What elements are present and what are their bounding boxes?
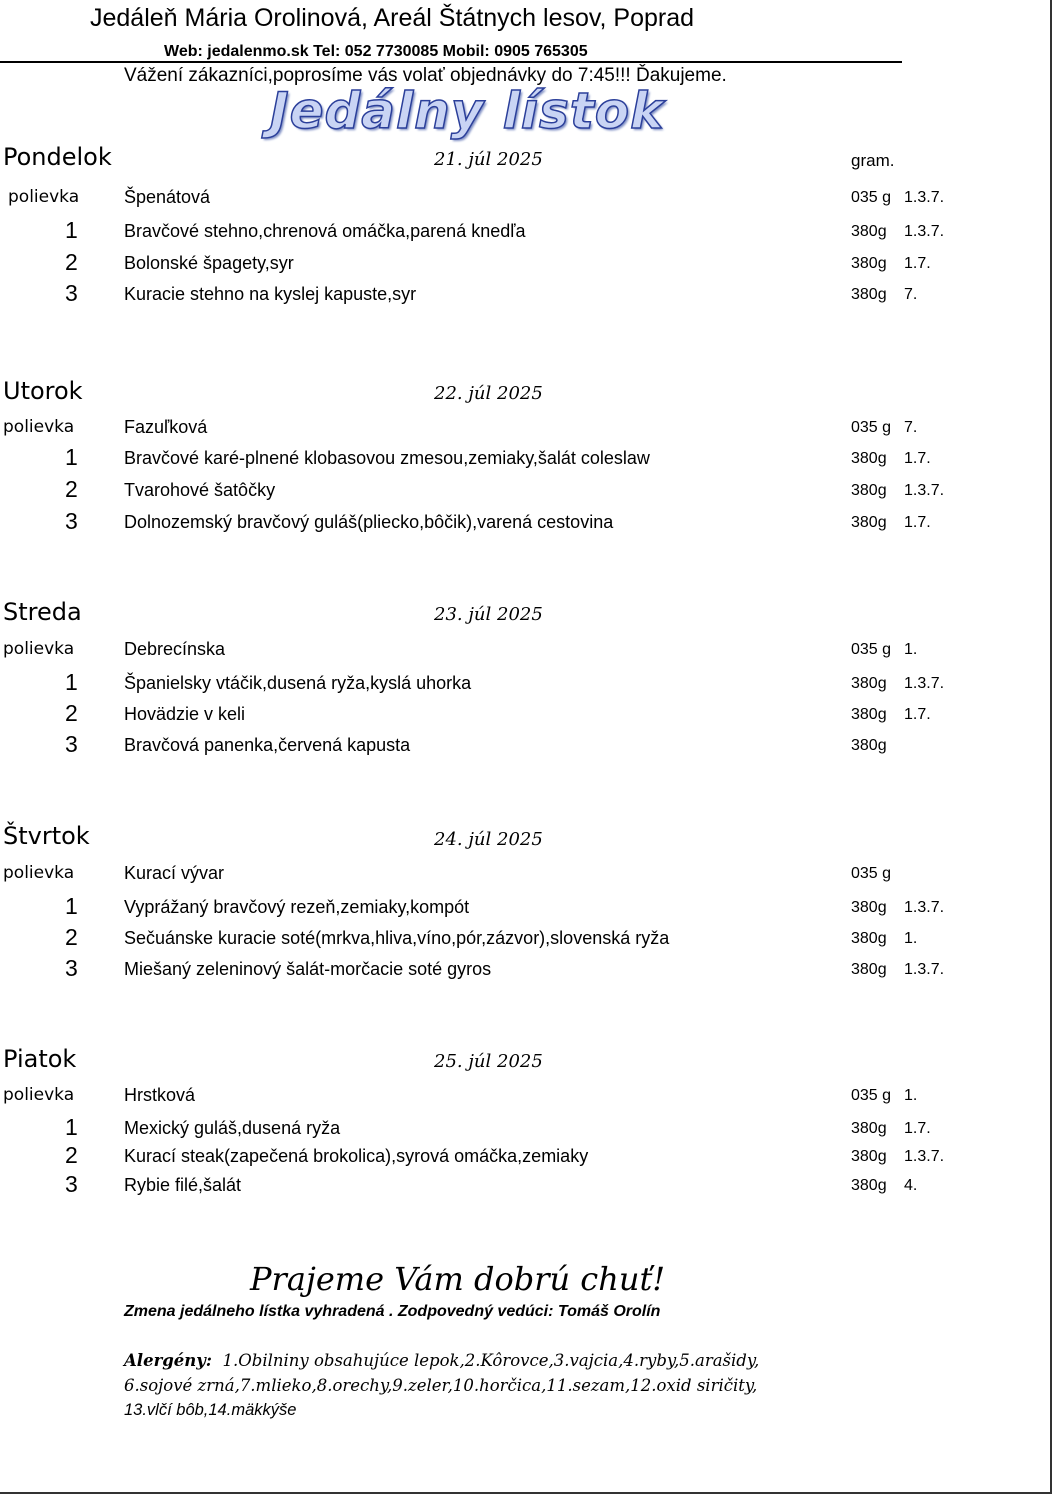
soup-allergens: 1. <box>904 1087 918 1104</box>
dish-gram: 380g <box>851 961 887 978</box>
dish-number: 1 <box>65 669 78 695</box>
allergens-legend <box>124 1348 759 1423</box>
soup-name: Fazuľková <box>124 417 208 437</box>
dish-number: 3 <box>65 731 78 757</box>
dish-number: 1 <box>65 217 78 243</box>
dish-number: 3 <box>65 508 78 534</box>
dish-number: 3 <box>65 1171 78 1197</box>
dish-gram: 380g <box>851 1120 887 1137</box>
dish-allergens: 4. <box>904 1177 918 1194</box>
soup-name: Špenátová <box>124 187 211 207</box>
soup-label: polievka <box>3 639 75 659</box>
allergens-text-1: 1.Obilniny obsahujúce lepok,2.Kôrovce,3.vajcia,4.ryby,5.arašidy, <box>222 1351 760 1370</box>
day-name: Streda <box>3 598 82 626</box>
dish-name: Dolnozemský bravčový guláš(pliecko,bôčik),varená cestovina <box>124 512 614 532</box>
dish-allergens: 1.3.7. <box>904 1148 945 1165</box>
order-notice: Vážení zákazníci,poprosíme vás volať objednávky do 7:45!!! Ďakujeme. <box>124 65 727 86</box>
soup-gram: 035 g <box>851 1087 892 1104</box>
dish-allergens: 1.7. <box>904 450 931 467</box>
dish-gram: 380g <box>851 450 887 467</box>
soup-gram: 035 g <box>851 865 892 882</box>
dish-name: Vyprážaný bravčový rezeň,zemiaky,kompót <box>124 897 470 917</box>
dish-name: Mexický guláš,dusená ryža <box>124 1118 341 1138</box>
day-name: Piatok <box>3 1045 77 1073</box>
soup-name: Hrstková <box>124 1085 196 1105</box>
gram-column-header: gram. <box>851 151 895 170</box>
dish-gram: 380g <box>851 930 887 947</box>
dish-gram: 380g <box>851 899 887 916</box>
dish-name: Miešaný zeleninový šalát-morčacie soté gyros <box>124 959 492 979</box>
dish-name: Bravčová panenka,červená kapusta <box>124 735 411 755</box>
dish-number: 3 <box>65 280 78 306</box>
dish-name: Bravčové stehno,chrenová omáčka,parená knedľa <box>124 221 526 241</box>
dish-allergens: 1. <box>904 930 918 947</box>
contact-info: Web: jedalenmo.sk Tel: 052 7730085 Mobil: 0905 765305 <box>164 43 588 60</box>
day-date: 23. júl 2025 <box>434 604 543 625</box>
dish-allergens: 1.7. <box>904 706 931 723</box>
allergens-line-1 <box>124 1348 759 1373</box>
soup-allergens: 7. <box>904 419 918 436</box>
dish-gram: 380g <box>851 514 887 531</box>
soup-gram: 035 g <box>851 419 892 436</box>
day-name: Štvrtok <box>3 822 90 850</box>
dish-name: Bravčové karé-plnené klobasovou zmesou,zemiaky,šalát coleslaw <box>124 448 650 468</box>
soup-allergens: 1. <box>904 641 918 658</box>
dish-number: 3 <box>65 955 78 981</box>
dish-number: 2 <box>65 1142 78 1168</box>
dish-allergens: 7. <box>904 286 918 303</box>
dish-name: Španielsky vtáčik,dusená ryža,kyslá uhorka <box>124 673 472 693</box>
dish-name: Bolonské špagety,syr <box>124 253 294 273</box>
dish-allergens: 1.3.7. <box>904 961 945 978</box>
dish-gram: 380g <box>851 706 887 723</box>
dish-allergens: 1.3.7. <box>904 899 945 916</box>
allergens-line-3: 13.vlčí bôb,14.mäkkýše <box>124 1401 297 1419</box>
dish-allergens: 1.3.7. <box>904 482 945 499</box>
soup-label: polievka <box>3 863 75 883</box>
dish-number: 1 <box>65 1114 78 1140</box>
allergens-line-2: 6.sojové zrná,7.mlieko,8.orechy,9.zeler,10.horčica,11.sezam,12.oxid siričity, <box>124 1376 758 1395</box>
dish-gram: 380g <box>851 223 887 240</box>
dish-allergens: 1.7. <box>904 514 931 531</box>
dish-gram: 380g <box>851 482 887 499</box>
allergens-label: Alergény: <box>124 1351 212 1370</box>
dish-allergens: 1.3.7. <box>904 223 945 240</box>
dish-allergens: 1.7. <box>904 255 931 272</box>
dish-number: 1 <box>65 444 78 470</box>
dish-name: Hovädzie v keli <box>124 704 246 724</box>
responsibility-note: Zmena jedálneho lístka vyhradená . Zodpovedný vedúci: Tomáš Orolín <box>124 1303 661 1320</box>
soup-gram: 035 g <box>851 641 892 658</box>
soup-label: polievka <box>3 1085 75 1105</box>
menu-title: Jedálny lístok <box>270 82 665 140</box>
header-divider <box>0 61 902 63</box>
dish-number: 2 <box>65 924 78 950</box>
day-name: Pondelok <box>3 143 112 171</box>
day-date: 24. júl 2025 <box>434 829 543 850</box>
dish-gram: 380g <box>851 286 887 303</box>
dish-name: Rybie filé,šalát <box>124 1175 242 1195</box>
soup-label: polievka <box>8 187 80 207</box>
dish-name: Kurací steak(zapečená brokolica),syrová omáčka,zemiaky <box>124 1146 589 1166</box>
dish-number: 1 <box>65 893 78 919</box>
dish-name: Sečuánske kuracie soté(mrkva,hliva,víno,pór,zázvor),slovenská ryža <box>124 928 670 948</box>
dish-gram: 380g <box>851 1177 887 1194</box>
day-date: 22. júl 2025 <box>434 383 543 404</box>
dish-allergens: 1.3.7. <box>904 675 945 692</box>
dish-number: 2 <box>65 249 78 275</box>
soup-gram: 035 g <box>851 189 892 206</box>
day-date: 25. júl 2025 <box>434 1051 543 1072</box>
bon-appetit-message: Prajeme Vám dobrú chuť! <box>250 1260 666 1298</box>
soup-label: polievka <box>3 417 75 437</box>
dish-allergens: 1.7. <box>904 1120 931 1137</box>
day-name: Utorok <box>3 377 83 405</box>
dish-gram: 380g <box>851 675 887 692</box>
dish-gram: 380g <box>851 255 887 272</box>
soup-name: Debrecínska <box>124 639 226 659</box>
restaurant-title: Jedáleň Mária Orolinová, Areál Štátnych lesov, Poprad <box>90 4 695 32</box>
dish-gram: 380g <box>851 737 887 754</box>
soup-allergens: 1.3.7. <box>904 189 945 206</box>
dish-name: Tvarohové šatôčky <box>124 480 276 500</box>
soup-name: Kurací vývar <box>124 863 225 883</box>
day-date: 21. júl 2025 <box>434 149 543 170</box>
dish-number: 2 <box>65 476 78 502</box>
dish-name: Kuracie stehno na kyslej kapuste,syr <box>124 284 417 304</box>
dish-gram: 380g <box>851 1148 887 1165</box>
dish-number: 2 <box>65 700 78 726</box>
